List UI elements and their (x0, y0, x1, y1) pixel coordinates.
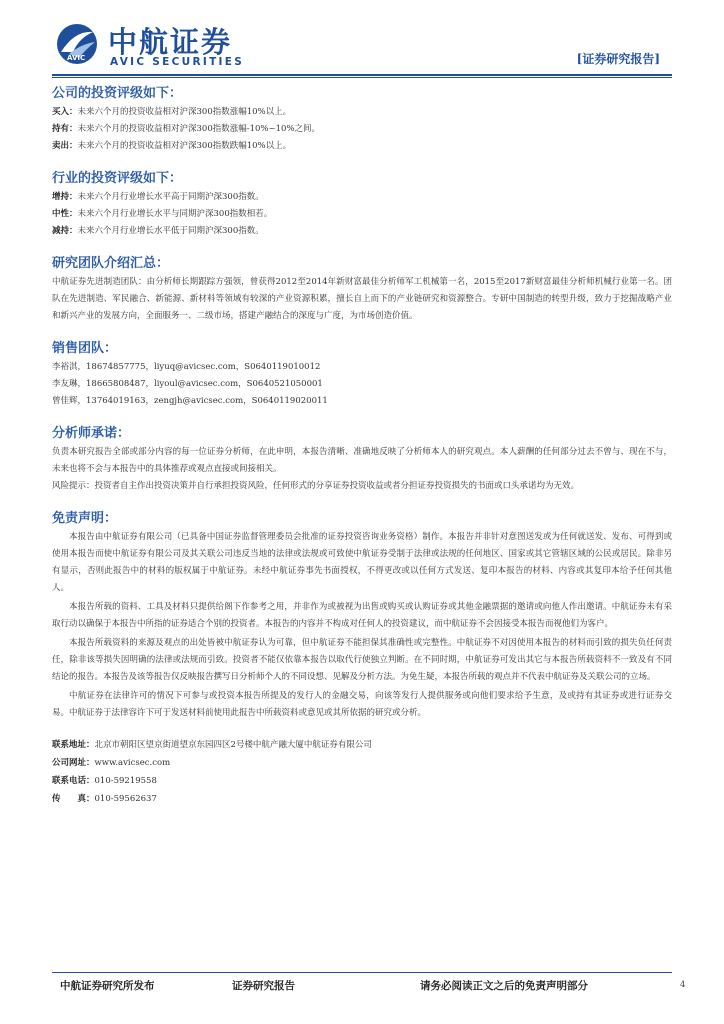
sales-member: 曾佳辉，13764019163，zengjh@avicsec.com，S0640119020011 (52, 396, 328, 406)
rating-key: 增持： (52, 192, 78, 202)
disclaimer-section (52, 509, 672, 722)
company-rating-section (52, 84, 672, 155)
disclaimer-paragraph: 本报告所载的资料、工具及材料只提供给阁下作参考之用，并非作为或被视为出售或购买或认购证券或其他金融票据的邀请或向他人作出邀请。中航证券未有采取行动以确保于本报告中所指的证券适合个别的投资者。本报告的内容并不构成对任何人的投资建议，而中航证券不会因接受本报告而视他们为客户。 (52, 602, 672, 629)
sales-member: 李裕淇，18674857775，liyuq@avicsec.com，S0640119010012 (52, 362, 321, 372)
rating-text: 未来六个月行业增长水平高于同期沪深300指数。 (77, 192, 264, 202)
rating-line (52, 104, 672, 121)
page-footer (0, 972, 724, 1002)
rating-line (52, 189, 672, 206)
rating-line (52, 138, 672, 155)
rating-text: 未来六个月行业增长水平低于同期沪深300指数。 (77, 226, 264, 236)
rating-text: 未来六个月的投资收益相对沪深300指数涨幅10%以上。 (77, 107, 292, 117)
rating-text: 未来六个月的投资收益相对沪深300指数涨幅-10%~10%之间。 (77, 124, 321, 134)
section-title: 分析师承诺： (52, 426, 131, 441)
disclaimer-paragraph: 本报告所载资料的来源及观点的出处皆被中航证券认为可靠，但中航证券不能担保其准确性或完整性。中航证券不对因使用本报告的材料而引致的损失负任何责任，除非该等损失因明确的法律或法规而引致。投资者不能仅依靠本报告以取代行使独立判断。在不同时期，中航证券可发出其它与本报告所载资料不一致及有不同结论的报告。本报告及该等报告仅反映报告撰写日分析师个人的不同设想、见解及分析方法。为免生疑，本报告所载的观点并不代表中航证券及关联公司的立场。 (52, 638, 672, 682)
contact-line (52, 772, 672, 790)
contact-website-link[interactable]: www.avicsec.com (94, 758, 171, 768)
analyst-pledge-section (52, 424, 672, 495)
contact-line (52, 754, 672, 772)
contact-key: 联系电话： (52, 776, 95, 786)
header-divider (52, 74, 672, 76)
section-title: 行业的投资评级如下： (52, 171, 183, 186)
rating-key: 卖出： (52, 141, 78, 151)
rating-text: 未来六个月行业增长水平与同期沪深300指数相若。 (77, 209, 273, 219)
svg-text:AVIC: AVIC (67, 54, 86, 62)
pledge-text: 负责本研究报告全部或部分内容的每一位证券分析师，在此申明，本报告清晰、准确地反映了分析师本人的研究观点。本人薪酬的任何部分过去不曾与、现在不与，未来也将不会与本报告中的具体推荐或观点直接或间接相关。 (52, 447, 672, 474)
logo-chinese-text: 中航证券 (108, 25, 233, 59)
section-title: 销售团队： (52, 341, 118, 356)
rating-text: 未来六个月的投资收益相对沪深300指数跌幅10%以上。 (77, 141, 292, 151)
team-description: 中航证券先进制造团队：由分析师长期跟踪方强领，曾获得2012至2014年新财富最佳分析师军工机械第一名，2015至2017新财富最佳分析师机械行业第一名。团队在先进制造、军民融合、新能源、新材料等领域有较深的产业资源积累，擅长自上而下的产业链研究和资源整合。专研中国制造的转型升级，致力于挖掘战略产业和新兴产业的发展方向，全面服务一、二级市场，搭建产融结合的深度与广度，为市场创造价值。 (52, 277, 672, 321)
footer-divider (52, 972, 672, 973)
contact-key: 传 真： (52, 794, 95, 804)
disclaimer-paragraph: 本报告由中航证券有限公司（已具备中国证券监督管理委员会批准的证券投资咨询业务资格）制作。本报告并非针对意图送发或为任何就送发、发布、可得到或使用本报告而使中航证券有限公司及其关联公司违反当地的法律或法规或可致使中航证券受制于法律或法规的任何地区、国家或其它管辖区域的公民或居民。除非另有显示，否则此报告中的材料的版权属于中航证券。未经中航证券事先书面授权，不得更改或以任何方式发送、复印本报告的材料、内容或其复印本给予任何其他人。 (52, 532, 672, 593)
rating-key: 买入： (52, 107, 78, 117)
rating-key: 中性： (52, 209, 78, 219)
footer-report-type: 证券研究报告 (232, 980, 295, 992)
rating-line (52, 223, 672, 240)
logo-english-text: AVIC SECURITIES (110, 56, 245, 68)
report-type-tag: [证券研究报告] (576, 52, 660, 66)
page-header (0, 0, 724, 80)
disclaimer-paragraph: 中航证券在法律许可的情况下可参与或投资本报告所提及的发行人的金融交易，向该等发行人提供服务或向他们要求给予生意，及或持有其证券或进行证券交易。中航证券于法律容许下可于发送材料前使用此报告中所载资料或意见或其所依据的研究或分析。 (52, 691, 672, 718)
rating-key: 持有： (52, 124, 78, 134)
section-title: 研究团队介绍汇总： (52, 256, 170, 271)
contact-key: 公司网址： (52, 758, 95, 768)
contact-line (52, 736, 672, 754)
page-number: 4 (680, 980, 686, 990)
industry-rating-section (52, 169, 672, 240)
rating-line (52, 121, 672, 138)
section-title: 免责声明： (52, 511, 118, 526)
rating-line (52, 206, 672, 223)
footer-publisher: 中航证券研究所发布 (60, 980, 155, 992)
team-section (52, 254, 672, 325)
contact-value: 010-59562637 (94, 794, 157, 804)
section-title: 公司的投资评级如下： (52, 86, 183, 101)
footer-disclaimer-note: 请务必阅读正文之后的免责声明部分 (420, 980, 588, 992)
avic-wing-logo-icon (55, 22, 99, 66)
sales-member: 李友琳，18665808487，liyoul@avicsec.com，S0640521050001 (52, 379, 323, 389)
contact-key: 联系地址： (52, 740, 95, 750)
header-divider-thin (52, 77, 672, 78)
page-content (52, 84, 672, 808)
contact-line (52, 790, 672, 808)
contact-block (52, 736, 672, 808)
contact-value: 北京市朝阳区望京街道望京东园四区2号楼中航产融大厦中航证券有限公司 (94, 740, 372, 750)
risk-warning: 风险提示：投资者自主作出投资决策并自行承担投资风险，任何形式的分享证券投资收益或者分担证券投资损失的书面或口头承诺均为无效。 (52, 481, 580, 491)
rating-key: 减持： (52, 226, 78, 236)
contact-value: 010-59219558 (94, 776, 157, 786)
sales-section (52, 339, 672, 410)
